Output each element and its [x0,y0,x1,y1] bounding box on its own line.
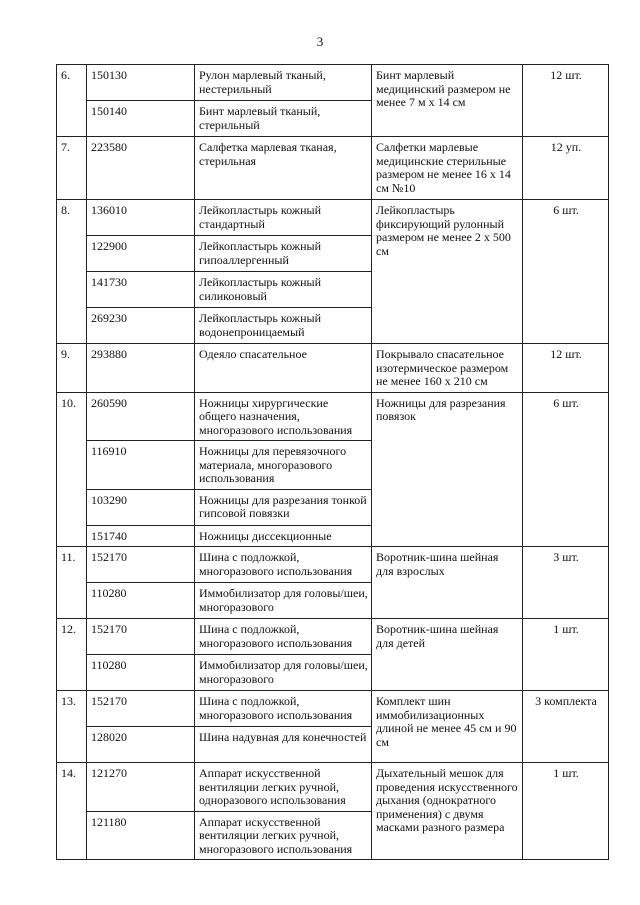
item-code: 152170 [87,619,195,655]
item-name: Лейкопластырь кожный стандартный [195,200,372,236]
item-quantity: 6 шт. [523,392,609,547]
item-name: Лейкопластырь кожный силиконовый [195,272,372,308]
row-number: 6. [57,65,87,137]
item-quantity: 1 шт. [523,763,609,860]
table-row [57,547,609,583]
item-name: Лейкопластырь кожный гипоаллергенный [195,236,372,272]
row-number: 10. [57,392,87,547]
item-code: 103290 [87,489,195,525]
row-number: 8. [57,200,87,344]
item-name: Лейкопластырь кожный водонепроницаемый [195,308,372,344]
table-row [57,344,609,393]
item-name: Одеяло спасательное [195,344,372,393]
item-name: Бинт марлевый тканый, стерильный [195,101,372,137]
item-code: 151740 [87,525,195,547]
item-description: Бинт марлевый медицинский размером не менее 7 м х 14 см [372,65,523,137]
item-quantity: 12 шт. [523,344,609,393]
item-code: 116910 [87,441,195,490]
item-description: Воротник-шина шейная для взрослых [372,547,523,619]
table-row [57,619,609,655]
item-code: 128020 [87,727,195,763]
item-description: Дыхательный мешок для проведения искусственного дыхания (однократного применения) с двумя масками разного размера [372,763,523,860]
item-name: Ножницы диссекционные [195,525,372,547]
item-name: Ножницы хирургические общего назначения, многоразового использования [195,392,372,441]
item-code: 269230 [87,308,195,344]
item-name: Шина с подложкой, многоразового использования [195,691,372,727]
page-number: 3 [316,34,324,49]
row-number: 13. [57,691,87,763]
table-row [57,691,609,727]
table-row [57,137,609,200]
item-code: 121270 [87,763,195,812]
item-description: Комплект шин иммобилизационных длиной не менее 45 см и 90 см [372,691,523,763]
item-name: Рулон марлевый тканый, нестерильный [195,65,372,101]
item-quantity: 12 шт. [523,65,609,137]
item-code: 152170 [87,547,195,583]
equipment-table [56,64,609,860]
item-description: Ножницы для разрезания повязок [372,392,523,547]
table-row [57,65,609,101]
table-row [57,200,609,236]
item-name: Шина с подложкой, многоразового использования [195,547,372,583]
item-name: Шина с подложкой, многоразового использования [195,619,372,655]
item-code: 150140 [87,101,195,137]
item-name: Аппарат искусственной вентиляции легких ручной, многоразового использования [195,811,372,860]
item-code: 260590 [87,392,195,441]
item-name: Шина надувная для конечностей [195,727,372,763]
item-quantity: 1 шт. [523,619,609,691]
item-name: Аппарат искусственной вентиляции легких ручной, одноразового использования [195,763,372,812]
row-number: 7. [57,137,87,200]
item-code: 110280 [87,583,195,619]
item-description: Покрывало спасательное изотермическое размером не менее 160 х 210 см [372,344,523,393]
item-code: 121180 [87,811,195,860]
item-code: 110280 [87,655,195,691]
item-name: Иммобилизатор для головы/шеи, многоразового [195,583,372,619]
item-quantity: 12 уп. [523,137,609,200]
item-code: 122900 [87,236,195,272]
item-quantity: 3 шт. [523,547,609,619]
item-quantity: 6 шт. [523,200,609,344]
row-number: 12. [57,619,87,691]
item-code: 293880 [87,344,195,393]
item-code: 141730 [87,272,195,308]
item-description: Воротник-шина шейная для детей [372,619,523,691]
row-number: 11. [57,547,87,619]
item-name: Иммобилизатор для головы/шеи, многоразового [195,655,372,691]
table-row [57,392,609,441]
item-quantity: 3 комплекта [523,691,609,763]
item-description: Салфетки марлевые медицинские стерильные размером не менее 16 х 14 см №10 [372,137,523,200]
item-name: Ножницы для перевязочного материала, многоразового использования [195,441,372,490]
item-description: Лейкопластырь фиксирующий рулонный размером не менее 2 х 500 см [372,200,523,344]
item-name: Ножницы для разрезания тонкой гипсовой повязки [195,489,372,525]
item-code: 150130 [87,65,195,101]
table-row [57,763,609,812]
item-name: Салфетка марлевая тканая, стерильная [195,137,372,200]
row-number: 9. [57,344,87,393]
item-code: 223580 [87,137,195,200]
row-number: 14. [57,763,87,860]
item-code: 136010 [87,200,195,236]
item-code: 152170 [87,691,195,727]
